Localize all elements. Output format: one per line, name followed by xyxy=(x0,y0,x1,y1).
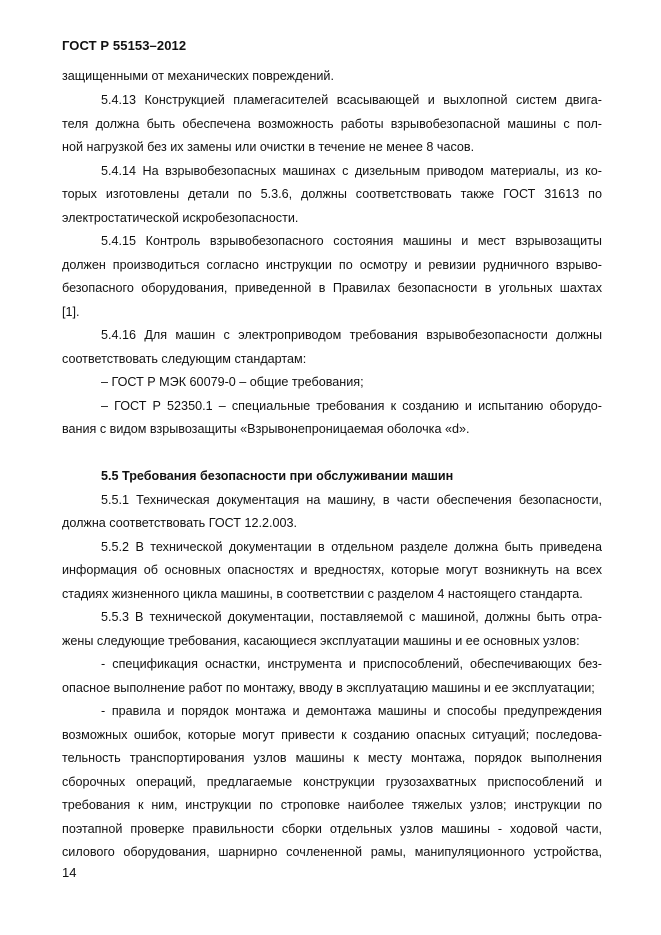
text-line: 5.5.2 В технической документации в отдельном разделе должна быть приведена xyxy=(101,540,602,554)
text-line: - правила и порядок монтажа и демонтажа машины и способы предупреждения xyxy=(101,704,602,718)
text-line: должен производиться согласно инструкции по осмотру и ревизии рудничного взрыво- xyxy=(62,258,602,272)
text-line: теля должна быть обеспечена возможность работы взрывобезопасной машины с пол- xyxy=(62,117,602,131)
text-line: 5.5.3 В технической документации, поставляемой с машиной, должны быть отра- xyxy=(101,610,602,624)
text-line: безопасного оборудования, приведенной в Правилах безопасности в угольных шахтах xyxy=(62,281,602,295)
text-line: поэтапной проверке правильности сборки отдельных узлов машины - ходовой части, xyxy=(62,822,602,836)
text-line: 5.4.13 Конструкцией пламегасителей всасывающей и выхлопной систем двига- xyxy=(101,93,602,107)
text-line: ной нагрузкой без их замены или очистки в течение не менее 8 часов. xyxy=(62,140,475,154)
text-line: [1]. xyxy=(62,305,80,319)
text-line: требования к ним, инструкции по строповке наиболее тяжелых узлов; инструкции по xyxy=(62,798,602,812)
text-line: – ГОСТ Р МЭК 60079-0 – общие требования; xyxy=(101,375,364,389)
text-line: опасное выполнение работ по монтажу, вводу в эксплуатацию машины и ее эксплуатации; xyxy=(62,681,595,695)
text-line: электростатической искробезопасности. xyxy=(62,211,299,225)
text-line: возможных ошибок, которые могут привести к созданию опасных ситуаций; последова- xyxy=(62,728,602,742)
text-line: сборочных операций, предлагаемые конструкции грузозахватных приспособлений и xyxy=(62,775,602,789)
text-line: 5.4.16 Для машин с электроприводом требования взрывобезопасности должны xyxy=(101,328,602,342)
text-line: - спецификация оснастки, инструмента и приспособлений, обеспечивающих без- xyxy=(101,657,602,671)
text-line: соответствовать следующим стандартам: xyxy=(62,352,307,366)
text-line: стадиях жизненного цикла машины, в соответствии с разделом 4 настоящего стандарта. xyxy=(62,587,583,601)
text-line: вания с видом взрывозащиты «Взрывонепроницаемая оболочка «d». xyxy=(62,422,470,436)
text-line: торых изготовлены детали по 5.3.6, должны соответствовать также ГОСТ 31613 по xyxy=(62,187,602,201)
text-line: информация об основных опасностях и вредностях, которые могут возникнуть на всех xyxy=(62,563,602,577)
text-line: 5.5.1 Техническая документация на машину, в части обеспечения безопасности, xyxy=(101,493,602,507)
section-heading: 5.5 Требования безопасности при обслуживании машин xyxy=(101,469,454,483)
text-line: – ГОСТ Р 52350.1 – специальные требования к созданию и испытанию оборудо- xyxy=(101,399,602,413)
text-line: защищенными от механических повреждений. xyxy=(62,69,334,83)
text-line: тельность транспортирования узлов машины к месту монтажа, порядок выполнения xyxy=(62,751,602,765)
text-line: силового оборудования, шарнирно сочлененной рамы, манипуляционного устройства, xyxy=(62,845,602,859)
text-line: должна соответствовать ГОСТ 12.2.003. xyxy=(62,516,298,530)
page-number: 14 xyxy=(62,865,77,880)
text-line: жены следующие требования, касающиеся эксплуатации машины и ее основных узлов: xyxy=(62,634,580,648)
text-line: 5.4.15 Контроль взрывобезопасного состояния машины и мест взрывозащиты xyxy=(101,234,602,248)
document-header: ГОСТ Р 55153–2012 xyxy=(62,38,187,53)
text-line: 5.4.14 На взрывобезопасных машинах с дизельным приводом материалы, из ко- xyxy=(101,164,602,178)
